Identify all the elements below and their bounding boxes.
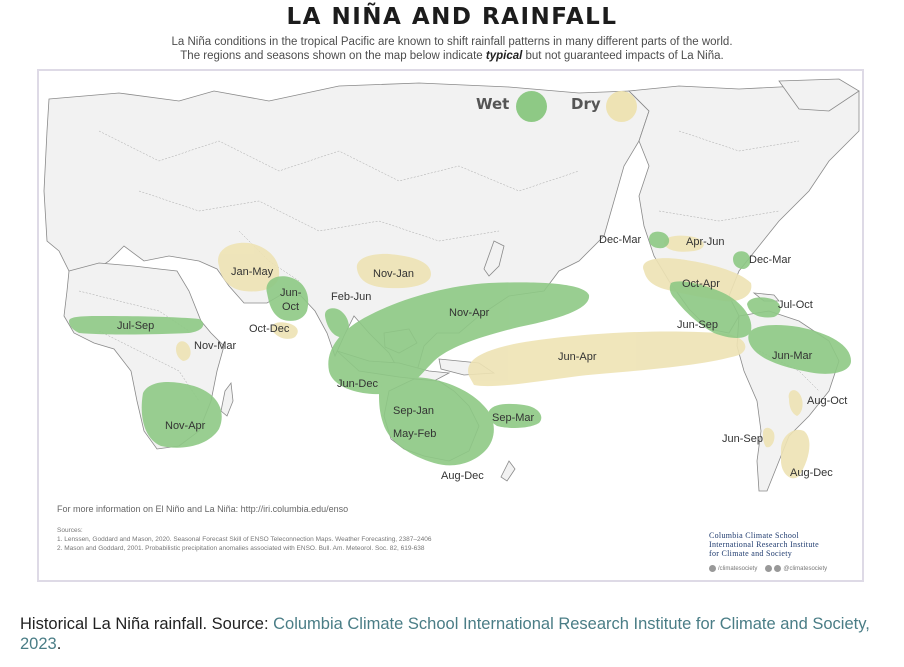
map-frame xyxy=(37,69,864,582)
social-other-handle: @climatesociety xyxy=(783,566,828,573)
social-facebook-handle: /climatesociety xyxy=(718,566,758,573)
caption-source-link[interactable]: Columbia Climate School International Research Institute for Climate and Society, 2023 xyxy=(20,615,870,653)
subtitle-line-2-end: but not guaranteed impacts of La Niña. xyxy=(522,50,724,62)
label-sep-jan: Sep-Jan xyxy=(393,405,434,417)
label-jul-sep: Jul-Sep xyxy=(117,320,155,332)
twitter-icon xyxy=(774,565,781,572)
label-dec-mar-ne: Dec-Mar xyxy=(749,254,792,266)
label-nov-apr-africa: Nov-Apr xyxy=(165,420,206,432)
label-nov-jan: Nov-Jan xyxy=(373,268,414,280)
label-aug-oct: Aug-Oct xyxy=(807,395,848,407)
label-jun-mar: Jun-Mar xyxy=(772,350,813,362)
caption-text: Historical La Niña rainfall. Source: xyxy=(20,615,274,633)
social-other[interactable] xyxy=(765,565,827,572)
sources-block xyxy=(57,526,431,553)
caption-end: . xyxy=(56,635,62,653)
label-sep-mar: Sep-Mar xyxy=(492,412,535,424)
subtitle-emphasis: typical xyxy=(485,50,523,62)
label-dec-mar-nw: Dec-Mar xyxy=(599,234,642,246)
legend-wet-label: Wet xyxy=(476,95,510,113)
legend-dry-label: Dry xyxy=(571,95,601,113)
label-jun-sep-central: Jun-Sep xyxy=(677,319,718,331)
label-may-feb: May-Feb xyxy=(393,428,437,440)
label-feb-jun: Feb-Jun xyxy=(331,291,372,303)
label-jun-oct-line-2: Oct xyxy=(282,301,300,313)
subtitle-line-2-start: The regions and seasons shown on the map below indicate xyxy=(180,50,486,62)
label-jun-dec: Jun-Dec xyxy=(337,378,378,390)
more-info-text: For more information on El Niño and La Niña: http://iri.columbia.edu/enso xyxy=(57,504,349,514)
logo-line-1: Columbia Climate School xyxy=(709,531,800,540)
label-jun-oct-line-1: Jun- xyxy=(280,287,302,299)
label-jun-sep-chile: Jun-Sep xyxy=(722,433,763,445)
columbia-logo xyxy=(709,531,819,558)
dry-region-jun-apr xyxy=(468,331,745,386)
label-oct-apr: Oct-Apr xyxy=(682,278,720,290)
label-jul-oct: Jul-Oct xyxy=(778,299,813,311)
source-2: 2. Mason and Goddard, 2001. Probabilistic precipitation anomalies associated with ENSO. Bull. Am. Meteorol. Soc. 82, 619-638 xyxy=(57,545,425,552)
new-zealand-landmass xyxy=(501,461,515,481)
source-1: 1. Lenssen, Goddard and Mason, 2020. Seasonal Forecast Skill of ENSO Teleconnection Maps. Weather Forecasting, 2387–2406 xyxy=(57,536,432,543)
facebook-icon xyxy=(709,565,716,572)
logo-line-3: for Climate and Society xyxy=(709,549,793,558)
image-caption xyxy=(20,614,880,654)
label-nov-apr-maritime: Nov-Apr xyxy=(449,307,490,319)
wet-region-sep-jan-may-feb xyxy=(379,377,494,465)
madagascar-landmass xyxy=(221,383,233,416)
label-jun-apr: Jun-Apr xyxy=(558,351,597,363)
label-aug-dec-argentina: Aug-Dec xyxy=(790,467,833,479)
subtitle-line-2 xyxy=(0,50,904,62)
label-aug-dec-australia: Aug-Dec xyxy=(441,470,484,482)
logo-line-2: International Research Institute xyxy=(709,540,820,549)
label-apr-jun: Apr-Jun xyxy=(686,236,725,248)
subtitle-line-1: La Niña conditions in the tropical Pacific are known to shift rainfall patterns in many different parts of the world. xyxy=(171,36,733,48)
legend-dry-swatch xyxy=(606,91,637,122)
label-nov-mar-africa: Nov-Mar xyxy=(194,340,237,352)
legend-wet-swatch xyxy=(516,91,547,122)
label-oct-dec: Oct-Dec xyxy=(249,323,290,335)
label-jan-may: Jan-May xyxy=(231,266,274,278)
map-title: LA NIÑA AND RAINFALL xyxy=(286,4,618,30)
social-links xyxy=(709,565,827,572)
social-facebook[interactable] xyxy=(709,565,757,572)
sources-heading: Sources: xyxy=(57,527,83,534)
instagram-icon xyxy=(765,565,772,572)
